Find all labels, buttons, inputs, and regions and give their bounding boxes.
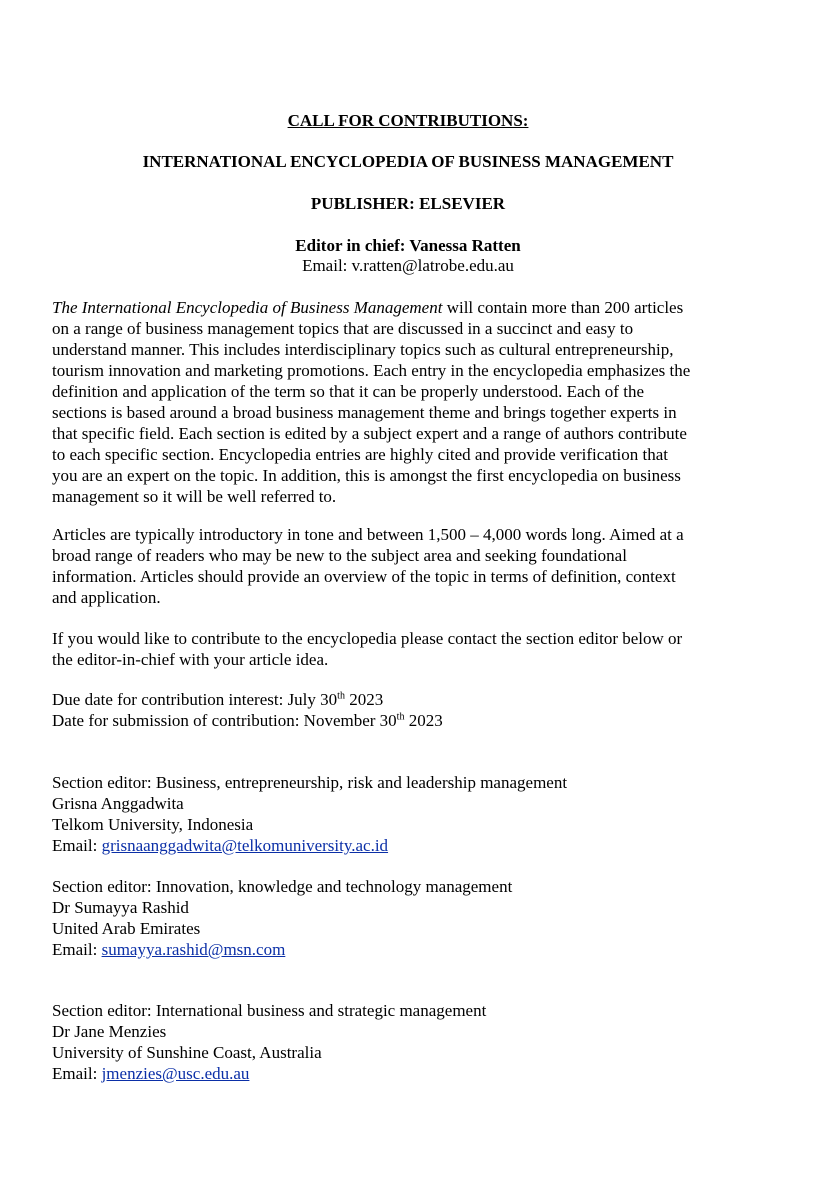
intro-line-0-text: will contain more than 200 articles (442, 298, 684, 317)
contribute-paragraph (52, 628, 772, 670)
section-editor-name: Grisna Anggadwita (52, 794, 184, 813)
section-title: Section editor: Business, entrepreneurship, risk and leadership management (52, 773, 568, 792)
interest-date-year: 2023 (344, 690, 384, 709)
section-editor-email-line (52, 939, 772, 960)
section-editor-affiliation: United Arab Emirates (52, 919, 201, 938)
intro-line-3: tourism innovation and marketing promotions. Each entry in the encyclopedia emphasizes the (52, 361, 691, 380)
section-title: Section editor: International business and strategic management (52, 1001, 487, 1020)
email-label: Email: (52, 836, 102, 855)
contribute-line-1: the editor-in-chief with your article idea. (52, 650, 329, 669)
intro-paragraph (52, 297, 772, 507)
dates-block (52, 689, 772, 731)
contribute-line-0: If you would like to contribute to the encyclopedia please contact the section editor below or (52, 629, 683, 648)
section-editor-name: Dr Sumayya Rashid (52, 898, 189, 917)
articles-line-2: information. Articles should provide an overview of the topic in terms of definition, context (52, 567, 676, 586)
intro-line-8: you are an expert on the topic. In addition, this is amongst the first encyclopedia on business (52, 466, 681, 485)
intro-line-6: that specific field. Each section is edited by a subject expert and a range of authors contribute (52, 424, 687, 443)
section-editor-email-line (52, 835, 772, 856)
encyclopedia-title: INTERNATIONAL ENCYCLOPEDIA OF BUSINESS MANAGEMENT (142, 152, 674, 171)
articles-line-0: Articles are typically introductory in tone and between 1,500 – 4,000 words long. Aimed at a (52, 525, 684, 544)
interest-date-sup: th (337, 690, 345, 702)
submission-date-year: 2023 (404, 711, 443, 730)
editor-in-chief: Editor in chief: Vanessa Ratten (295, 236, 521, 255)
section-editor-email-line (52, 1063, 772, 1084)
interest-date-text: Due date for contribution interest: July 30 (52, 690, 338, 709)
call-title: CALL FOR CONTRIBUTIONS: (287, 111, 529, 130)
email-label: Email: (52, 1064, 102, 1083)
intro-line-5: sections is based around a broad business management theme and brings together experts in (52, 403, 677, 422)
intro-line-1: on a range of business management topics that are discussed in a succinct and easy to (52, 319, 634, 338)
publisher-line: PUBLISHER: ELSEVIER (310, 194, 506, 213)
section-editor-affiliation: University of Sunshine Coast, Australia (52, 1043, 322, 1062)
intro-line-0 (52, 297, 772, 318)
submission-date-sup: th (396, 711, 405, 723)
articles-line-1: broad range of readers who may be new to the subject area and seeking foundational (52, 546, 627, 565)
articles-line-3: and application. (52, 588, 161, 607)
intro-line-2: understand manner. This includes interdisciplinary topics such as cultural entrepreneurship, (52, 340, 674, 359)
section-editor-name: Dr Jane Menzies (52, 1022, 167, 1041)
section-title: Section editor: Innovation, knowledge and technology management (52, 877, 513, 896)
email-link[interactable]: jmenzies@usc.edu.au (101, 1064, 250, 1083)
intro-line-4: definition and application of the term so that it can be properly understood. Each of the (52, 382, 644, 401)
editor-email: Email: v.ratten@latrobe.edu.au (302, 256, 514, 275)
email-link[interactable]: grisnaanggadwita@telkomuniversity.ac.id (101, 836, 389, 855)
submission-date-text: Date for submission of contribution: November 30 (52, 711, 397, 730)
section-editor-card (52, 772, 772, 856)
section-editor-card (52, 1000, 772, 1084)
email-link[interactable]: sumayya.rashid@msn.com (101, 940, 286, 959)
intro-line-9: management so it will be well referred to. (52, 487, 337, 506)
interest-due-date (52, 689, 772, 710)
submission-due-date (52, 710, 772, 731)
section-editor-card (52, 876, 772, 960)
articles-paragraph (52, 524, 772, 608)
intro-line-7: to each specific section. Encyclopedia entries are highly cited and provide verification that (52, 445, 669, 464)
encyclopedia-italic-title: The International Encyclopedia of Business Management (52, 298, 443, 317)
section-editor-affiliation: Telkom University, Indonesia (52, 815, 254, 834)
email-label: Email: (52, 940, 102, 959)
